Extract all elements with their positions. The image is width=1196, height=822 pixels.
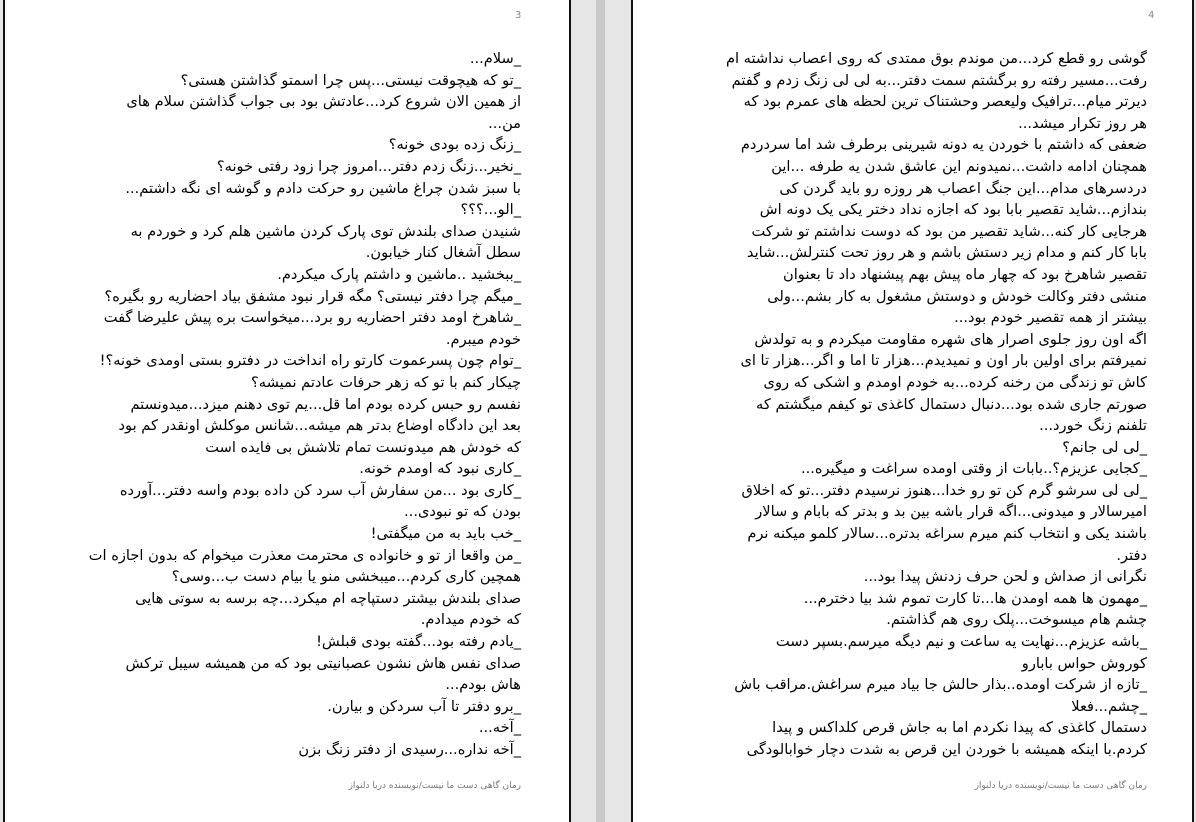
text-line: شنیدن صدای بلندش توی پارک کردن ماشین هلم کرد و خوردم به [130,222,521,240]
text-line: بعد این دادگاه اوضاع بدتر هم میشه...شانس موکلش اونقدر کم بود [118,417,521,435]
text-line: صورتم جاری شده بود...دنبال دستمال کاغذی تو کیفم میگشتم که [756,395,1147,413]
text-line: _کاری بود ...من سفارش آب سرد کن داده بودم واسه دفتر...آورده [119,481,521,499]
text-line: نگرانی از صداش و لحن حرف زدنش پیدا بود... [863,568,1147,586]
text-line: سطل آشغال کنار خیابون. [365,244,521,262]
text-line: از همین الان شروع کرد...عادتش بود بی جواب گذاشتن سلام های [126,93,521,111]
text-line: _تازه از شرکت اومده..بذار حالش جا بیاد میرم سراغش.مراقب باش [734,676,1147,694]
text-line: _لی لی جانم؟ [1062,438,1147,456]
text-line: منشی دفتر وکالت خودش و دوستش مشغول به کار بشم...ولی [767,287,1147,305]
text-line: هرجایی کار کنه...شاید تقصیر من بود که دوست نداشتم تو شرکت [751,222,1147,240]
text-line: _نخیر...زنگ زدم دفتر...امروز چرا زود رفتی خونه؟ [216,157,521,175]
page-footer: رمان گاهی دست ما نیست/نویسنده دریا دلنواز [348,781,521,791]
document-page-3 [3,0,571,822]
text-line: _توام چون پسرعموت کارتو راه انداخت در دفترو بستی اومدی خونه؟! [99,352,521,370]
text-line: _شاهرخ اومد دفتر احضاریه رو برد...میخواست بره پیش علیرضا گفت [103,309,521,327]
text-line: _مهمون ها همه اومدن ها...تا کارت تموم شد بیا دخترم... [803,589,1147,607]
text-line: نفسم رو حبس کرده بودم اما قل...یم توی دهنم میزد...میدونستم [130,395,521,413]
text-line: _چشم...فعلا [1071,697,1147,715]
page-text [667,48,1147,761]
text-line: دفتر. [1116,546,1147,564]
page-number: 3 [515,10,522,21]
page-gutter [596,0,605,822]
text-line: که خودم میدادم. [420,611,521,629]
text-line: _سلام... [469,50,521,67]
text-line: صدای نفس هاش نشون عصبانیتی بود که من همیشه سیبل ترکش [125,654,521,672]
text-line: دیرتر میام...ترافیک ولیعصر وحشتناک ترین لحظه های عمرم بود که [743,93,1147,111]
text-line: کوروش حواس بابارو [1021,654,1147,672]
text-line: همچنان ادامه داشت...نمیدونم این عاشق شدن یه طرفه ...این [771,157,1147,175]
text-line: ضعفی که داشتم با خوردن یه دونه شیرینی برطرف شد اما سردردم [740,136,1147,154]
text-line: _کاری نبود که اومدم خونه. [359,460,521,478]
text-line: نمیرفتم برای اولین بار اون و نمیدیدم...هزار تا اما و اگر...هزار تا ای [740,352,1147,370]
page-footer: رمان گاهی دست ما نیست/نویسنده دریا دلنواز [974,781,1147,791]
text-line: تلفنم زنگ خورد... [1039,417,1147,435]
text-line: کردم.با اینکه همیشه با خوردن این قرص به شدت دچار خوابالودگی [746,741,1147,758]
text-line: _ببخشید ..ماشین و داشتم پارک میکردم. [277,265,521,283]
text-line: _لی لی سرشو گرم کن تو رو خدا...هنوز نرسیدم دفتر...تو که اخلاق [741,481,1147,499]
text-line: که خودش هم میدونست تمام تلاشش بی فایده است [205,438,521,456]
text-line: بندازم...شاید تقصیر بابا بود که اجازه نداد دختر یکی یک دونه اش [759,201,1147,219]
text-line: _آخه نداره...رسیدی از دفتر زنگ بزن [298,741,521,758]
text-line: رفت...مسیر رفته رو برگشتم سمت دفتر...به لی لی زنگ زدم و گفتم [731,71,1147,89]
text-line: دستمال کاغذی که پیدا نکردم اما به جاش قرص کلداکس و پیدا [772,719,1147,737]
text-line: _میگم چرا دفتر نیستی؟ مگه قرار نبود مشفق بیاد احضاریه رو بگیره؟ [104,287,521,305]
text-line: امیرسالار و میدونی...اگه قرار باشه بین بد و بدتر که بابام و سالار [755,503,1147,521]
text-line: من... [488,114,521,132]
text-line: _تو که هیچوقت نیستی...پس چرا اسمتو گذاشتن هستی؟ [180,71,521,89]
text-line: خودم میبرم. [445,330,521,348]
text-line: _خب باید به من میگفتی! [370,525,521,543]
text-line: با سبز شدن چراغ ماشین رو حرکت دادم و گوشه ای نگه داشتم... [125,179,521,197]
page-number: 4 [1148,10,1155,21]
text-line: چشم هام میسوخت...پلک روی هم گذاشتم. [886,611,1147,629]
text-line: کاش تو زندگی من رخنه کرده...به خودم اومدم و اشکی که روی [763,373,1147,391]
text-line: چیکار کنم با تو که زهر حرفات عادتم نمیشه؟ [251,373,521,391]
page-text [41,48,521,761]
text-line: دردسرهای مدام...این جنگ اعصاب هر روزه رو باید گردن کی [779,179,1147,197]
text-line: _الو...؟؟؟ [460,201,521,219]
document-page-4 [631,0,1194,822]
text-line: همچین کاری کردم...میبخشی منو یا بیام دست ب...وسی؟ [171,568,521,586]
text-line: _کجایی عزیزم؟..بابات از وقتی اومده سراغت و میگیره... [800,460,1147,478]
text-line: هاش بودم... [445,676,521,694]
text-line: صدای بلندش بیشتر دستپاچه ام میکرد...چه برسه به سوتی هایی [135,589,521,607]
text-line: هر روز تکرار میشد... [1018,114,1147,132]
text-line: تقصیر شاهرخ بود که چهار ماه پیش بهم پیشنهاد داد تا بعنوان [783,265,1147,283]
text-line: باشند یکی و انتخاب کنم میرم سراغه بدتره...سالار کلمو میکنه نرم [747,525,1147,543]
text-line: _باشه عزیزم...نهایت یه ساعت و نیم دیگه میرسم.بسپر دست [775,633,1147,651]
text-line: بابا کار کنم و مدام زیر دستش باشم و هر روز تحت کنترلش...شاید [746,244,1147,262]
text-line: _من واقعا از تو و خانواده ی محترمت معذرت میخوام که بدون اجازه ات [88,546,521,564]
text-line: _برو دفتر تا آب سردکن و بیارن. [327,697,521,715]
text-line: _آخه... [478,719,521,737]
text-line: _یادم رفته بود...گفته بودی قبلش! [316,633,521,651]
text-line: گوشی رو قطع کرد...من موندم بوق ممتدی که روی اعصاب نداشته ام [725,50,1147,67]
text-line: _زنگ زده بودی خونه؟ [388,136,521,154]
text-line: بودن که تو نبودی... [404,503,521,521]
text-line: بیشتر از همه تقصیر خودم بود... [954,309,1147,327]
text-line: اگه اون روز جلوی اصرار های شهره مقاومت میکردم و به تولدش [754,330,1147,348]
